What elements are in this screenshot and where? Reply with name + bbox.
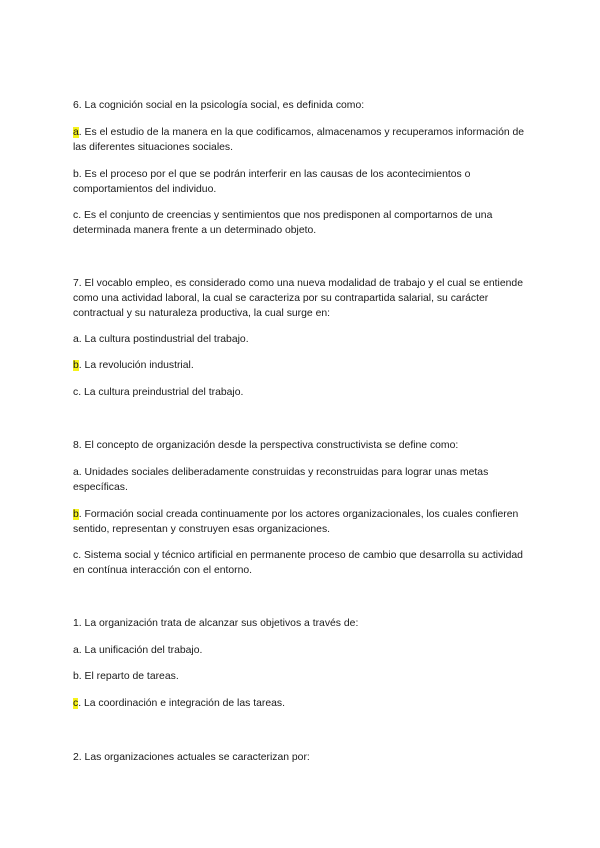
- question-7-option-b: [73, 358, 533, 373]
- question-6-option-b: [73, 167, 533, 197]
- question-2-stem: 2. Las organizaciones actuales se caracterizan por:: [73, 752, 310, 763]
- option-letter: c: [73, 550, 79, 561]
- question-8-option-a: [73, 465, 533, 495]
- question-7-option-a: [73, 332, 533, 347]
- question-6-option-a: [73, 125, 533, 155]
- option-text: . Es el estudio de la manera en la que codificamos, almacenamos y recuperamos información de las diferentes situaciones sociales.: [73, 127, 525, 153]
- option-text: . La unificación del trabajo.: [78, 645, 203, 656]
- question-1-option-a: [73, 643, 533, 658]
- option-letter: c: [73, 387, 79, 398]
- question-6-stem: 6. La cognición social en la psicología social, es definida como:: [73, 100, 365, 111]
- answer-highlight: b: [73, 360, 79, 371]
- option-text: . La coordinación e integración de las tareas.: [78, 698, 285, 709]
- question-6-option-c: [73, 208, 533, 238]
- answer-highlight: b: [73, 509, 79, 520]
- question-7-stem: 7. El vocablo empleo, es considerado como una nueva modalidad de trabajo y el cual se entiende como una actividad laboral, la cual se caracteriza por su contrapartida salarial, su carácter contractual y su naturaleza productiva, la cual surge en:: [73, 278, 523, 319]
- option-text: . La cultura preindustrial del trabajo.: [78, 387, 244, 398]
- option-text: . El reparto de tareas.: [78, 671, 179, 682]
- option-letter: b: [73, 671, 79, 682]
- option-letter: b: [73, 169, 79, 180]
- option-text: . Sistema social y técnico artificial en permanente proceso de cambio que desarrolla su actividad en contínua interacción con el entorno.: [73, 550, 523, 576]
- option-text: . La cultura postindustrial del trabajo.: [78, 334, 249, 345]
- question-7-option-c: [73, 385, 533, 400]
- option-letter: c: [73, 210, 79, 221]
- option-text: . Formación social creada continuamente por los actores organizacionales, los cuales confieren sentido, representan y construyen esas organizaciones.: [73, 509, 519, 535]
- question-1-stem: 1. La organización trata de alcanzar sus objetivos a través de:: [73, 618, 359, 629]
- question-8-stem: 8. El concepto de organización desde la perspectiva constructivista se define como:: [73, 440, 459, 451]
- option-letter: a: [73, 645, 79, 656]
- question-1-option-c: [73, 696, 533, 711]
- answer-highlight: c: [73, 698, 79, 709]
- option-text: . Unidades sociales deliberadamente construidas y reconstruidas para lograr unas metas específicas.: [73, 467, 489, 493]
- question-8-option-c: [73, 548, 533, 578]
- option-letter: a: [73, 334, 79, 345]
- answer-highlight: a: [73, 127, 79, 138]
- option-text: . Es el conjunto de creencias y sentimientos que nos predisponen al comportarnos de una determinada manera frente a un determinado objeto.: [73, 210, 493, 236]
- option-letter: a: [73, 467, 79, 478]
- question-8-option-b: [73, 507, 533, 537]
- option-text: . Es el proceso por el que se podrán interferir en las causas de los acontecimientos o comportamientos del individuo.: [73, 169, 471, 195]
- option-text: . La revolución industrial.: [78, 360, 194, 371]
- question-1-option-b: [73, 669, 533, 684]
